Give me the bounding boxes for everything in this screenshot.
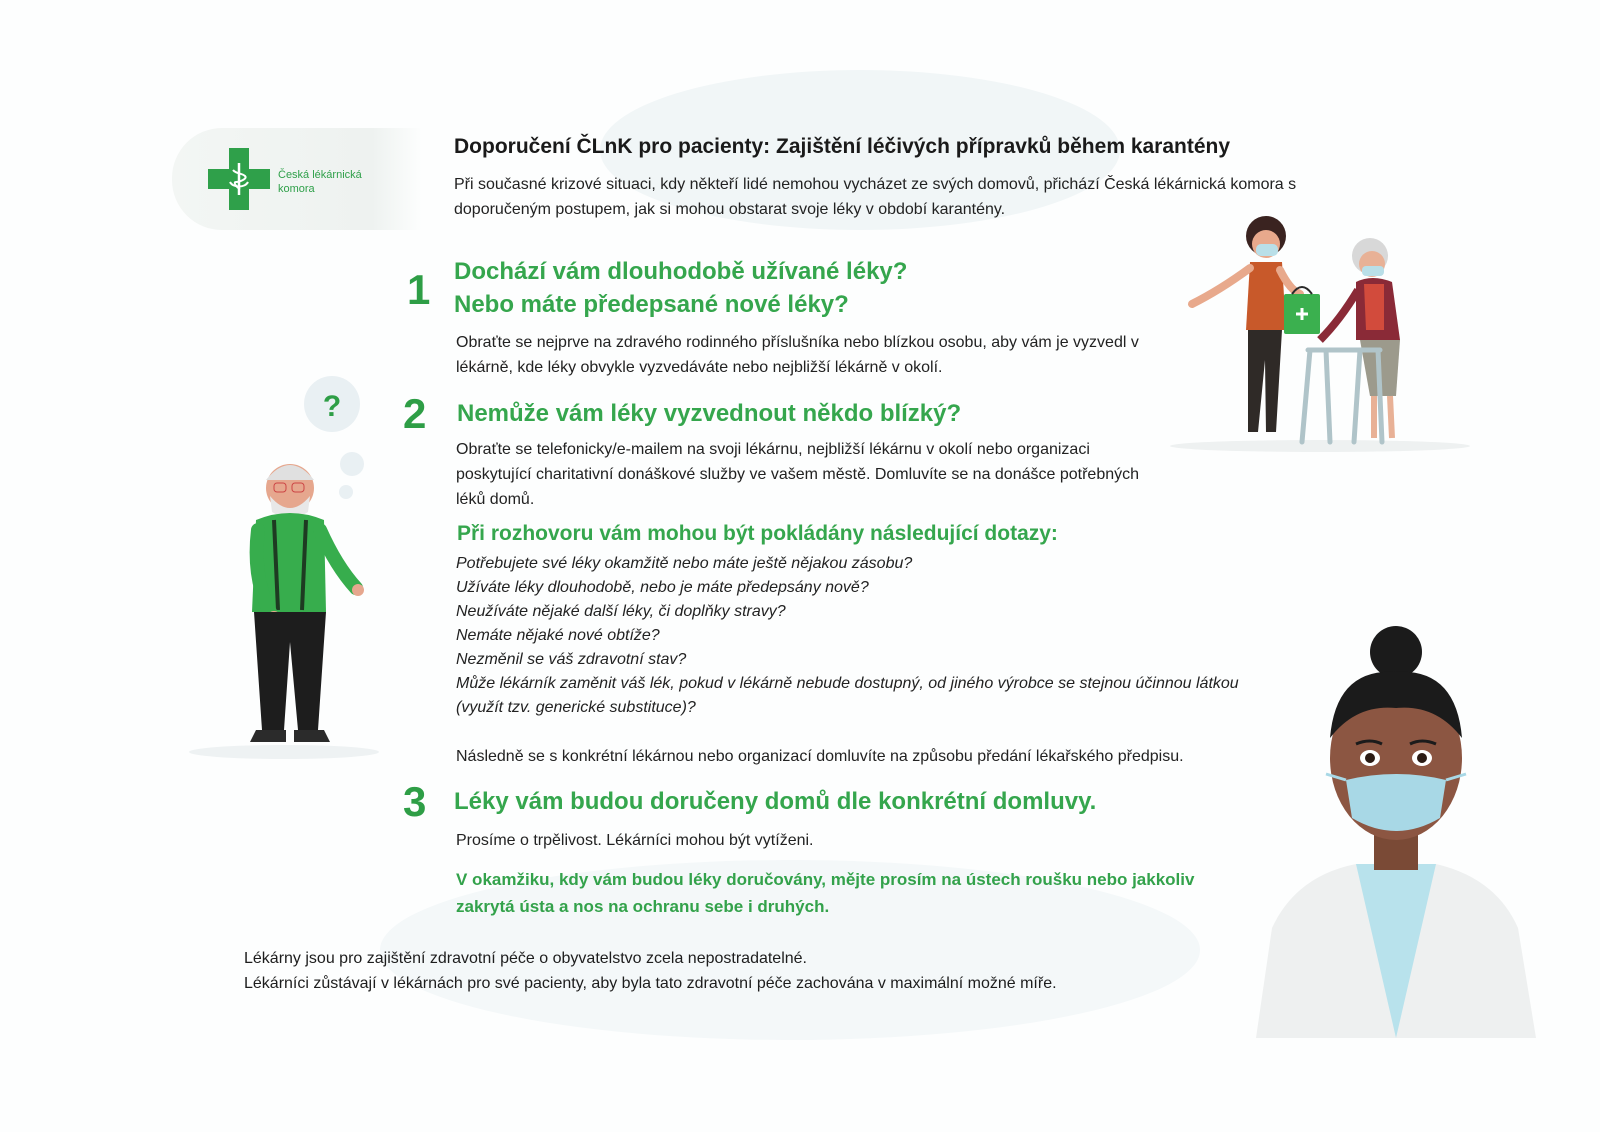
step-3-heading: Léky vám budou doručeny domů dle konkrétní domluvy. bbox=[454, 788, 1097, 815]
logo-line1: Česká lékárnická bbox=[278, 169, 362, 181]
step-3-number: 3 bbox=[403, 778, 427, 825]
questions-followup: Následně se s konkrétní lékárnou nebo organizací domluvíte na způsobu předání lékařského předpisu. bbox=[456, 748, 1184, 765]
logo bbox=[172, 128, 422, 230]
footer-line2: Lékárníci zůstávají v lékárnách pro své pacienty, aby byla tato zdravotní péče zachována v maximální možné míře. bbox=[244, 975, 1057, 992]
footer bbox=[244, 946, 1244, 996]
step-1-text: Obraťte se nejprve na zdravého rodinného příslušníka nebo blízkou osobu, aby vám je vyzvedl v lékárně, kde léky obvykle vyzvedáváte nebo nejbližší lékárně v okolí. bbox=[456, 334, 1139, 376]
step-2-text: Obraťte se telefonicky/e-mailem na svoji lékárnu, nejbližší lékárnu v okolí nebo organizaci poskytující charitativní donáškové služby ve vašem městě. Domluvíte se na donášce potřebných léků domů. bbox=[456, 441, 1140, 508]
questions-list bbox=[456, 552, 1316, 720]
page-title: Doporučení ČLnK pro pacienty: Zajištění léčivých přípravků během karantény bbox=[454, 135, 1231, 158]
question-item: Nezměnil se váš zdravotní stav? bbox=[456, 651, 687, 668]
step-2-number: 2 bbox=[403, 390, 427, 437]
mask-note: V okamžiku, kdy vám budou léky doručovány, mějte prosím na ústech roušku nebo jakkoliv zakrytá ústa a nos na ochranu sebe i druhých. bbox=[456, 870, 1195, 916]
question-mark: ? bbox=[322, 390, 342, 423]
question-item: Nemáte nějaké nové obtíže? bbox=[456, 627, 660, 644]
logo-line2: komora bbox=[278, 183, 315, 195]
step-2-heading: Nemůže vám léky vyzvednout někdo blízký? bbox=[457, 400, 962, 427]
question-item: Užíváte léky dlouhodobě, nebo je máte předepsány nově? bbox=[456, 579, 869, 596]
questions-heading: Při rozhovoru vám mohou být pokládány následující dotazy: bbox=[457, 522, 1058, 545]
intro-text: Při současné krizové situaci, kdy někteří lidé nemohou vycházet ze svých domovů, přichází Česká lékárnická komora s doporučeným postupem, jak si mohou obstarat svoje léky v období karantény. bbox=[454, 176, 1297, 218]
question-item: Potřebujete své léky okamžitě nebo máte ještě nějakou zásobu? bbox=[456, 555, 913, 572]
pharmacist-illustration bbox=[1256, 628, 1536, 1038]
pharmacy-cross-icon bbox=[208, 148, 270, 210]
step-1-heading-line2: Nebo máte předepsané nové léky? bbox=[454, 291, 849, 318]
step-3-text: Prosíme o trpělivost. Lékárníci mohou být vytíženi. bbox=[456, 832, 814, 849]
question-item: Neužíváte nějaké další léky, či doplňky stravy? bbox=[456, 603, 786, 620]
question-item: Může lékárník zaměnit váš lék, pokud v lékárně nebude dostupný, od jiného výrobce se stejnou účinnou látkou (využít tzv. generické substituce)? bbox=[456, 675, 1239, 716]
elderly-man-illustration bbox=[186, 380, 386, 760]
footer-line1: Lékárny jsou pro zajištění zdravotní péče o obyvatelstvo zcela nepostradatelné. bbox=[244, 950, 807, 967]
step-1-number: 1 bbox=[407, 266, 431, 313]
delivery-illustration bbox=[1170, 210, 1490, 460]
logo-text bbox=[278, 168, 362, 196]
step-1-heading-line1: Dochází vám dlouhodobě užívané léky? bbox=[454, 258, 908, 285]
